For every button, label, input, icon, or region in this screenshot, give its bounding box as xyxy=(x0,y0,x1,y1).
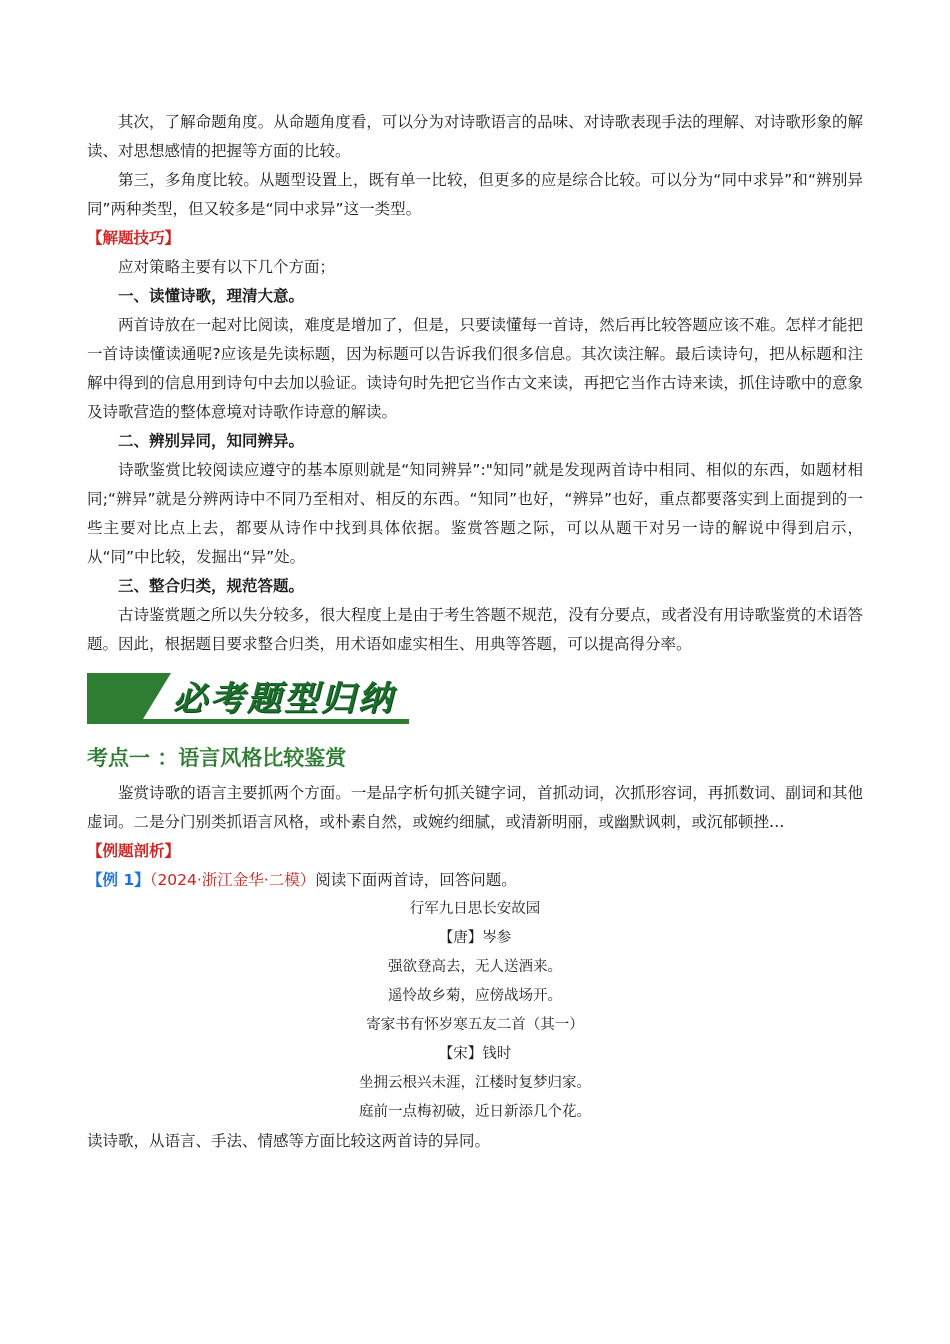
document-page xyxy=(87,108,863,1156)
section-heading: 考点一 ：语言风格比较鉴赏 xyxy=(87,746,347,770)
example-tag: 【例 1】 xyxy=(87,871,150,889)
banner-slant xyxy=(143,673,171,719)
question-text: 读诗歌，从语言、手法、情感等方面比较这两首诗的异同。 xyxy=(87,1132,491,1150)
poem-1-line-2: 遥怜故乡菊，应傍战场开。 xyxy=(388,988,562,1004)
poem-1-title: 行军九日思长安故园 xyxy=(409,901,541,917)
example-label: 【例题剖析】 xyxy=(87,842,181,860)
tips-label: 【解题技巧】 xyxy=(87,229,181,247)
example-source: （2024·浙江金华·二模） xyxy=(149,871,316,889)
tips-heading-3: 三、整合归类，规范答题。 xyxy=(118,577,305,595)
tips-paragraph-1: 两首诗放在一起对比阅读，难度是增加了，但是，只要读懂每一首诗，然后再比较答题应该不难。怎样才能把一首诗读懂读通呢?应该是先读标题，因为标题可以告诉我们很多信息。其次读注解。最后读诗句，把从标题和注解中得到的信息用到诗句中去加以验证。读诗句时先把它当作古文来读，再把它当作古诗来读，抓住诗歌中的意象及诗歌营造的整体意境对诗歌作诗意的解读。 xyxy=(87,316,863,421)
tips-lead: 应对策略主要有以下几个方面； xyxy=(118,258,336,276)
section-banner xyxy=(87,667,863,733)
intro-paragraph-1: 其次，了解命题角度。从命题角度看，可以分为对诗歌语言的品味、对诗歌表现手法的理解、对诗歌形象的解读、对思想感情的把握等方面的比较。 xyxy=(87,113,863,160)
intro-paragraph-2: 第三，多角度比较。从题型设置上，既有单一比较，但更多的应是综合比较。可以分为“同中求异”和“辨别异同”两种类型，但又较多是“同中求异”这一类型。 xyxy=(87,171,863,218)
example-line xyxy=(87,866,863,895)
poem-2-line-2: 庭前一点梅初破，近日新添几个花。 xyxy=(359,1104,591,1120)
poem-2-author: 【宋】钱时 xyxy=(438,1046,512,1062)
banner-block xyxy=(87,673,143,719)
tips-paragraph-2: 诗歌鉴赏比较阅读应遵守的基本原则就是“知同辨异”:"知同”就是发现两首诗中相同、相似的东西，如题材相同;“辨异”就是分辨两诗中不同乃至相对、相反的东西。“知同”也好，“辨异”也好，重点都要落实到上面提到的一些主要对比点上去，都要从诗作中找到具体依据。鉴赏答题之际，可以从题干对另一诗的解说中得到启示，从“同”中比较，发掘出“异”处。 xyxy=(87,461,863,566)
section-body: 鉴赏诗歌的语言主要抓两个方面。一是品字析句抓关键字词，首抓动词，次抓形容词，再抓数词、副词和其他虚词。二是分门别类抓语言风格，或朴素自然，或婉约细腻，或清新明丽，或幽默讽刺，或沉郁顿挫… xyxy=(87,784,863,831)
example-prompt: 阅读下面两首诗，回答问题。 xyxy=(315,871,517,889)
tips-paragraph-3: 古诗鉴赏题之所以失分较多，很大程度上是由于考生答题不规范，没有分要点，或者没有用诗歌鉴赏的术语答题。因此，根据题目要求整合归类，用术语如虚实相生、用典等答题，可以提高得分率。 xyxy=(87,606,863,653)
tips-heading-2: 二、辨别异同，知同辨异。 xyxy=(118,432,305,450)
poem-1-line-1: 强欲登高去，无人送酒来。 xyxy=(388,959,562,975)
poem-2-title: 寄家书有怀岁寒五友二首（其一） xyxy=(366,1017,584,1033)
poem-2-line-1: 坐拥云根兴未涯，江楼时复梦归家。 xyxy=(359,1075,591,1091)
tips-heading-1: 一、读懂诗歌，理清大意。 xyxy=(118,287,305,305)
banner-title: 必考题型归纳 xyxy=(173,679,395,719)
poem-1-author: 【唐】岑参 xyxy=(438,930,512,946)
